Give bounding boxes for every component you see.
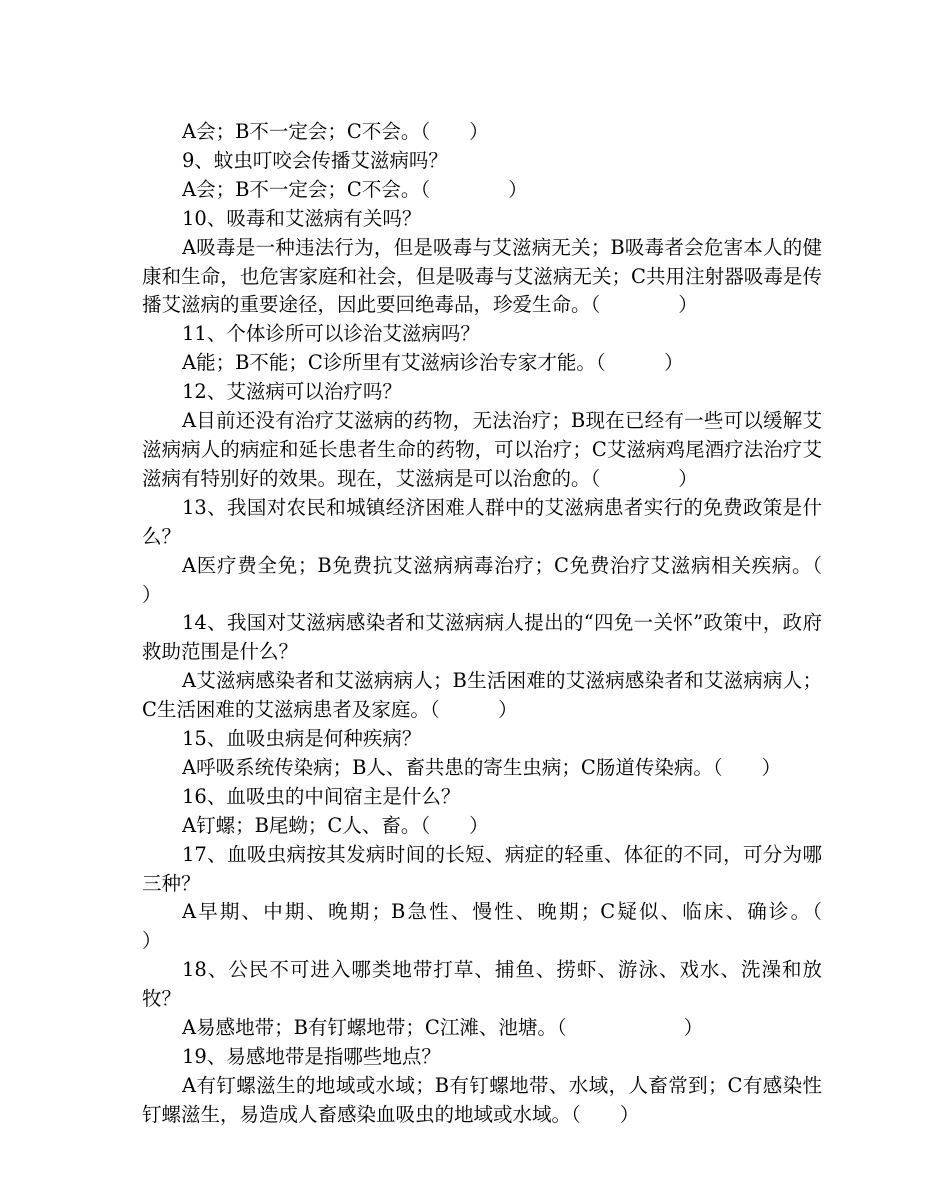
question-15: 15、血吸虫病是何种疾病？: [182, 727, 422, 751]
answer-options-q13: A医疗费全免；B免费抗艾滋病病毒治疗；C免费治疗艾滋病相关疾病。（ ）: [142, 553, 920, 606]
answer-options-q9: A会；B不一定会；C不会。（ ）: [182, 177, 528, 201]
question-19: 19、易感地带是指哪些地点？: [182, 1045, 441, 1068]
question-17: 17、血吸虫病按其发病时间的长短、病症的轻重、体征的不同，可分为哪三种？: [142, 842, 822, 895]
answer-options-q12: A目前还没有治疗艾滋病的药物，无法治疗；B现在已经有一些可以缓解艾滋病病人的病症和延长患者生命的药物，可以治疗；C艾滋病鸡尾酒疗法治疗艾滋病有特别好的效果。现在，艾滋病是可以治愈的。（ ）: [142, 409, 822, 490]
answer-options-q8: A会；B不一定会；C不会。（ ）: [182, 120, 489, 143]
question-12: 12、艾滋病可以治疗吗？: [182, 380, 402, 404]
question-10: 10、吸毒和艾滋病有关吗？: [182, 206, 422, 230]
answer-options-q17: A早期、中期、晚期；B急性、慢性、晚期；C疑似、临床、确诊。（ ）: [142, 900, 920, 953]
answer-options-q10: A吸毒是一种违法行为，但是吸毒与艾滋病无关；B吸毒者会危害本人的健康和生命，也危害家庭和社会，但是吸毒与艾滋病无关；C共用注射器吸毒是传播艾滋病的重要途径，因此要回绝毒品，珍爱生命。（ ）: [142, 235, 822, 317]
question-13: 13、我国对农民和城镇经济困难人群中的艾滋病患者实行的免费政策是什么？: [142, 495, 822, 548]
question-11: 11、个体诊所可以诊治艾滋病吗？: [182, 322, 480, 346]
answer-options-q14: A艾滋病感染者和艾滋病病人；B生活困难的艾滋病感染者和艾滋病病人；C生活困难的艾滋病患者及家庭。（ ）: [142, 669, 822, 722]
document-body: [142, 118, 920, 1130]
answer-options-q19: A有钉螺滋生的地域或水域；B有钉螺地带、水域，人畜常到；C有感染性钉螺滋生，易造成人畜感染血吸虫的地域或水域。（ ）: [142, 1073, 822, 1126]
question-9: 9、蚊虫叮咬会传播艾滋病吗？: [182, 148, 448, 172]
question-14: 14、我国对艾滋病感染者和艾滋病病人提出的“四免一关怀”政策中，政府救助范围是什么？: [142, 611, 822, 664]
answer-options-q16: A钉螺；B尾蚴；C人、畜。（ ）: [182, 813, 489, 837]
question-16: 16、血吸虫的中间宿主是什么？: [182, 784, 461, 808]
question-18: 18、公民不可进入哪类地带打草、捕鱼、捞虾、游泳、戏水、洗澡和放牧？: [142, 958, 822, 1011]
answer-options-q18: A易感地带；B有钉螺地带；C江滩、池塘。（ ）: [182, 1016, 704, 1040]
answer-options-q15: A呼吸系统传染病；B人、畜共患的寄生虫病；C肠道传染病。（ ）: [182, 755, 782, 779]
answer-options-q11: A能；B不能；C诊所里有艾滋病诊治专家才能。（ ）: [182, 351, 684, 375]
